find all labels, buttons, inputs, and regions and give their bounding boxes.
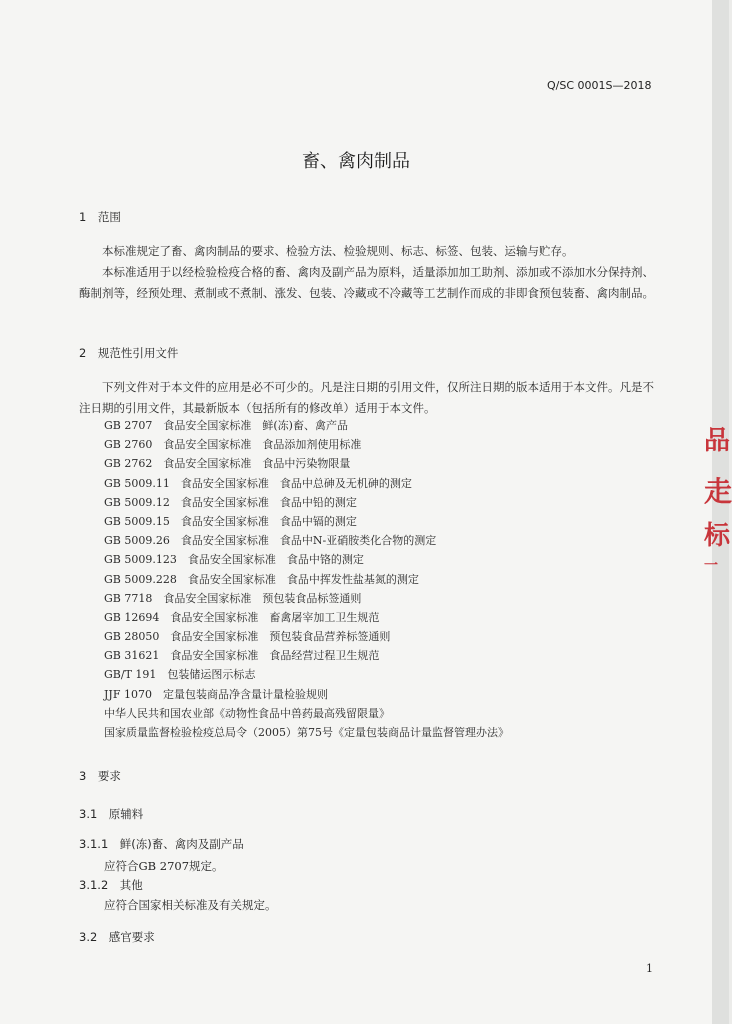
page-number: 1 [646, 962, 653, 975]
refs-intro: 下列文件对于本文件的应用是必不可少的。凡是注日期的引用文件，仅所注日期的版本适用于本文件。凡是不注日期的引用文件，其最新版本（包括所有的修改单）适用于本文件。 [79, 380, 654, 415]
section-2-heading: 2 规范性引用文件 [79, 346, 179, 360]
reference-item: JJF 1070 定量包装商品净含量计量检验规则 [104, 687, 328, 701]
reference-item: 国家质量监督检验检疫总局令（2005）第75号《定量包装商品计量监督管理办法》 [104, 726, 509, 739]
scope-paragraph-2: 本标准适用于以经检验检疫合格的畜、禽肉及副产品为原料，适量添加加工助剂、添加或不添加水分保持剂、酶制剂等，经预处理、煮制或不煮制、涨发、包装、冷藏或不冷藏等工艺制作而成的非即食预包装畜、禽肉制品。 [79, 265, 654, 300]
reference-item: GB 2762 食品安全国家标准 食品中污染物限量 [104, 457, 351, 471]
section-1-heading: 1 范围 [79, 210, 121, 224]
section-3-1-2-heading: 3.1.2 其他 [79, 878, 143, 892]
stamp-char-2: 走 [704, 475, 732, 508]
stamp-char-3: 标 [704, 521, 731, 551]
reference-item: GB 5009.12 食品安全国家标准 食品中铅的测定 [104, 495, 357, 509]
reference-list [104, 416, 509, 742]
section-3-heading: 3 要求 [79, 769, 121, 783]
scope-paragraph-1: 本标准规定了畜、禽肉制品的要求、检验方法、检验规则、标志、标签、包装、运输与贮存。 [102, 244, 574, 258]
reference-item: 中华人民共和国农业部《动物性食品中兽药最高残留限量》 [104, 706, 390, 720]
reference-item: GB 5009.228 食品安全国家标准 食品中挥发性盐基氮的测定 [104, 572, 419, 586]
stamp-char-1: 品 [704, 426, 731, 456]
document-title: 畜、禽肉制品 [302, 151, 410, 172]
reference-item: GB 7718 食品安全国家标准 预包装食品标签通则 [104, 591, 362, 605]
reference-item: GB 5009.123 食品安全国家标准 食品中铬的测定 [104, 553, 364, 567]
standard-code: Q/SC 0001S—2018 [547, 79, 652, 92]
reference-item: GB/T 191 包装储运图示标志 [104, 668, 256, 682]
section-3-1-2-body: 应符合国家相关标准及有关规定。 [104, 898, 277, 912]
reference-item: GB 2707 食品安全国家标准 鲜(冻)畜、禽产品 [104, 419, 348, 432]
reference-item: GB 5009.26 食品安全国家标准 食品中N-亚硝胺类化合物的测定 [104, 534, 437, 548]
scope-text [79, 241, 661, 304]
section-3-1-1-heading: 3.1.1 鲜(冻)畜、禽肉及副产品 [79, 837, 244, 851]
reference-item: GB 2760 食品安全国家标准 食品添加剂使用标准 [104, 438, 362, 452]
page-edge-strip [712, 0, 729, 1024]
reference-item: GB 5009.11 食品安全国家标准 食品中总砷及无机砷的测定 [104, 476, 412, 490]
reference-item: GB 31621 食品安全国家标准 食品经营过程卫生规范 [104, 649, 380, 663]
section-3-1-1-body: 应符合GB 2707规定。 [104, 859, 224, 873]
reference-item: GB 28050 食品安全国家标准 预包装食品营养标签通则 [104, 630, 391, 644]
refs-intro-text [79, 377, 661, 419]
section-3-2-heading: 3.2 感官要求 [79, 930, 155, 944]
section-3-1-heading: 3.1 原辅料 [79, 807, 144, 821]
reference-item: GB 5009.15 食品安全国家标准 食品中镉的测定 [104, 514, 357, 528]
reference-item: GB 12694 食品安全国家标准 畜禽屠宰加工卫生规范 [104, 610, 380, 624]
stamp-char-4: 一 [704, 558, 718, 574]
